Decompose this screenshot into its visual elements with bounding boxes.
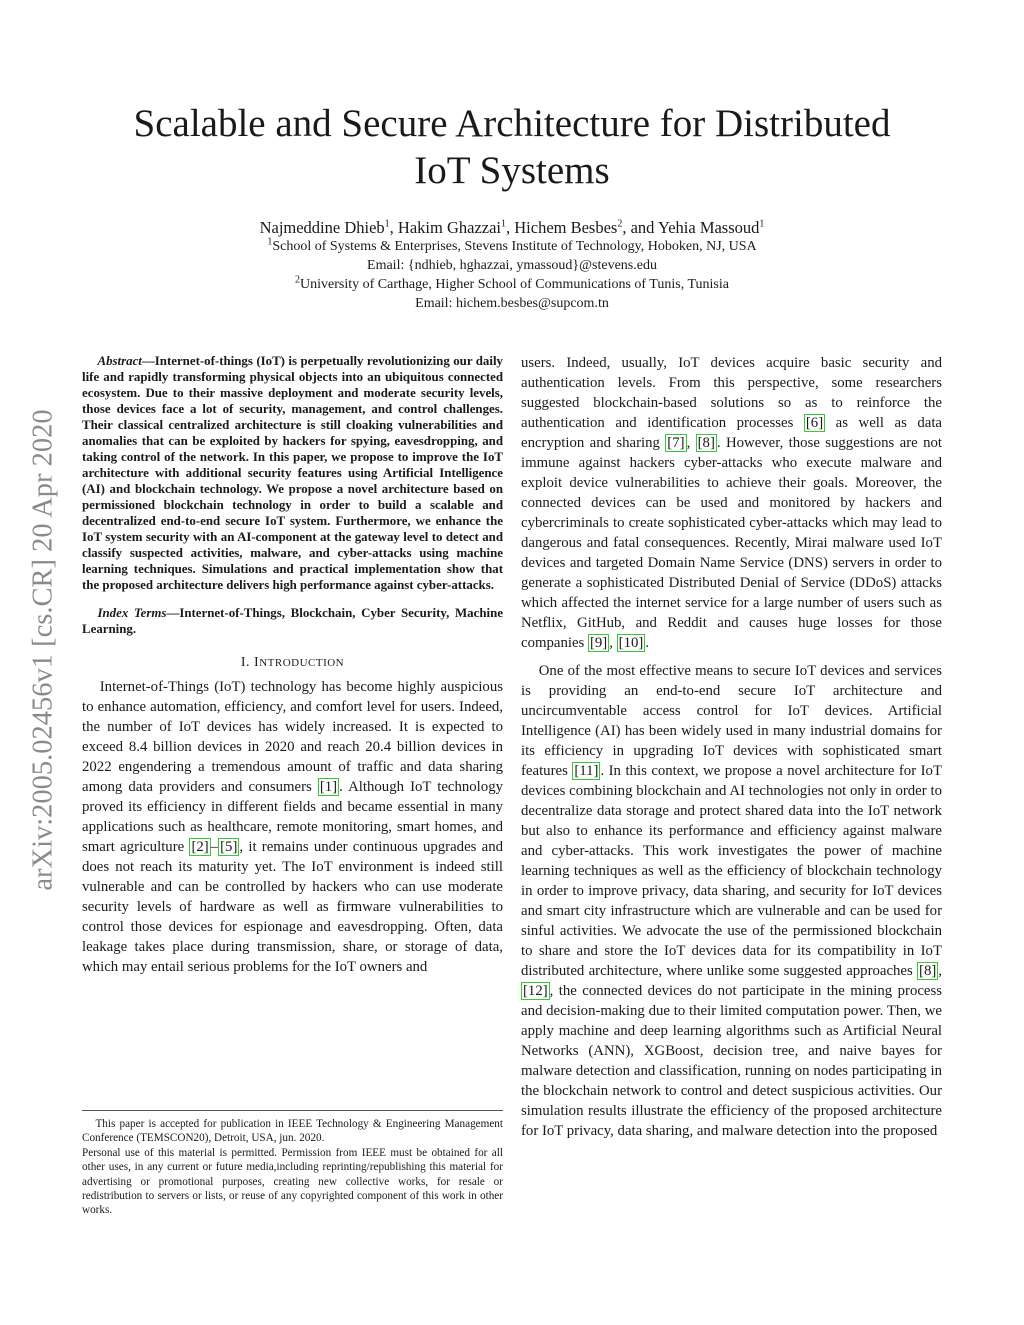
- title-line-1: Scalable and Secure Architecture for Distributed: [133, 102, 891, 145]
- paper-title: [80, 100, 944, 194]
- right-column: [521, 353, 942, 1141]
- citation-link[interactable]: [9]: [589, 635, 608, 651]
- index-terms-label: Index Terms: [97, 606, 167, 620]
- intro-paragraph-1: [82, 677, 503, 977]
- section-numeral: I. I: [240, 655, 260, 670]
- abstract: [82, 353, 503, 593]
- title-line-2: IoT Systems: [414, 149, 610, 192]
- abstract-label: Abstract: [97, 354, 142, 368]
- author-1: Najmeddine Dhieb: [259, 218, 385, 237]
- citation-separator: ,: [686, 435, 696, 451]
- right-p2-text-3: , the connected devices do not participate in the mining process and decision-making due to their limited computation power. Then, we apply machine and deep learning algorithms such as Artificial Neural Networks (ANN), XGBoost, decision tree, and naive bayes for malware detection and classification, running on nodes participating in the blockchain network to control and detect suspicious activities. Our simulation results illustrate the efficiency of the proposed architecture for IoT privacy, data sharing, and malware detection into the proposed: [521, 983, 942, 1139]
- author-block: [80, 218, 944, 313]
- citation-link[interactable]: [8]: [697, 435, 715, 451]
- right-p1-text-3: . However, those suggestions are not immune against hackers cyber-attacks who execute malware and exploit device vulnerabilities to achieve their goals. Moreover, the connected devices can be used and monitored by hackers and cybercriminals to create sophisticated cyber-attacks which may lead to dangerous and fatal consequences. Recently, Mirai malware used IoT devices and targeted Domain Name Service (DNS) servers in order to generate a sophisticated Distributed Denial of Service (DDoS) attacks which affected the internet service for a large number of users such as Netflix, GitHub, and Reddit and causes huge losses for those companies: [521, 435, 942, 651]
- citation-link[interactable]: [7]: [667, 435, 685, 451]
- citation-link[interactable]: [2]: [191, 839, 209, 855]
- citation-separator: ,: [938, 963, 942, 979]
- intro-p1-text-2: . Although IoT technology proved its efficiency in different fields and became essential in many applications such as healthcare, remote monitoring, smart homes, and smart agriculture: [82, 779, 503, 855]
- footnote-copyright: Personal use of this material is permitted. Permission from IEEE must be obtained for all other uses, in any current or future media,including reprinting/republishing this material for advertising or promotional purposes, creating new collective works, for resale or redistribution to servers or lists, or reuse of any copyrighted component of this work in other works.: [82, 1146, 503, 1217]
- abstract-text: —Internet-of-things (IoT) is perpetually revolutionizing our daily life and rapidly transforming physical objects into an ubiquitous connected ecosystem. Due to their massive deployment and moderate security levels, those devices face a lot of security, management, and control challenges. Their classical centralized architecture is still cloaking vulnerabilities and anomalies that can be exploited by hackers for spying, eavesdropping, and taking control of the network. In this paper, we propose to improve the IoT architecture with additional security features using Artificial Intelligence (AI) and blockchain technology. We propose a novel architecture based on permissioned blockchain technology in order to build a scalable and decentralized end-to-end secure IoT system. Furthermore, we enhance the IoT system security with an AI-component at the gateway level to detect and classify suspected activities, malware, and cyber-attacks using machine learning techniques. Simulations and practical implementation show that the proposed architecture delivers high performance against cyber-attacks.: [82, 354, 503, 592]
- author-2-affiliation-mark: 1: [501, 218, 506, 230]
- author-1-affiliation-mark: 1: [384, 218, 390, 230]
- author-3-affiliation-mark: 2: [617, 218, 623, 230]
- affiliation-2-mark: 2: [295, 274, 301, 286]
- author-4-affiliation-mark: 1: [759, 218, 765, 230]
- citation-range-dash: –: [210, 839, 219, 855]
- citation-link[interactable]: [1]: [319, 779, 338, 795]
- right-p2-text-1: One of the most effective means to secure IoT devices and services is providing an end-to-end secure IoT architecture and uncircumventable access control for IoT devices. Artificial Intelligence (AI) has been widely used in many industrial domains for its efficiency in upgrading IoT devices with sophisticated smart features: [521, 663, 942, 779]
- author-2: , Hakim Ghazzai: [389, 218, 501, 237]
- footnote: [82, 1110, 503, 1218]
- right-p1-text-1: users. Indeed, usually, IoT devices acquire basic security and authentication levels. From this perspective, some researchers suggested blockchain-based solutions so as to reinforce the authentication and identification processes: [521, 355, 942, 431]
- affiliation-1-mark: 1: [267, 236, 273, 248]
- section-name: NTRODUCTION: [259, 657, 345, 669]
- affiliation-2: [80, 275, 944, 294]
- citation-link[interactable]: [8]: [919, 963, 937, 979]
- affiliation-1: [80, 237, 944, 256]
- citation-link[interactable]: [5]: [220, 839, 238, 855]
- index-terms: [82, 605, 503, 637]
- author-3: , Hichem Besbes: [506, 218, 618, 237]
- intro-p1-text-3: , it remains under continuous upgrades and does not reach its maturity yet. The IoT environment is indeed still vulnerable and can be controlled by hackers who can use moderate security levels of hardware as well as firmware vulnerabilities to control those devices for espionage and eavesdropping. Often, data leakage takes place during transmission, share, or storage of data, which may entail serious problems for the IoT owners and: [82, 839, 504, 975]
- author-4: , and Yehia Massoud: [622, 218, 760, 237]
- citation-separator: ,: [609, 635, 617, 651]
- affiliation-1-text: School of Systems & Enterprises, Stevens Institute of Technology, Hoboken, NJ, USA: [272, 239, 757, 254]
- affiliation-2-text: University of Carthage, Higher School of Communications of Tunis, Tunisia: [300, 277, 729, 292]
- left-column: [82, 353, 503, 977]
- citation-link[interactable]: [12]: [523, 983, 548, 999]
- right-paragraph-1: [521, 353, 942, 653]
- right-paragraph-2: [521, 661, 942, 1141]
- intro-p1-text-1: Internet-of-Things (IoT) technology has become highly auspicious to enhance automation, efficiency, and comfort level for users. Indeed, the number of IoT devices has widely increased. It is expected to exceed 8.4 billion devices in 2020 and reach 20.4 billion devices in 2022 engendering a tremendous amount of traffic and data sharing among data providers and consumers: [82, 679, 503, 795]
- author-names: [80, 218, 944, 237]
- index-terms-text: —Internet-of-Things, Blockchain, Cyber Security, Machine Learning.: [82, 606, 503, 636]
- citation-link[interactable]: [10]: [618, 635, 644, 651]
- citation-link[interactable]: [6]: [805, 415, 824, 431]
- right-p1-text-2: as well as data encryption and sharing: [521, 415, 942, 451]
- email-1: Email: {ndhieb, hghazzai, ymassoud}@stevens.edu: [367, 258, 657, 273]
- section-heading-introduction: [82, 653, 503, 673]
- footnote-publication: This paper is accepted for publication in IEEE Technology & Engineering Management Conference (TEMSCON20), Detroit, USA, jun. 2020.: [82, 1118, 503, 1145]
- email-2: Email: hichem.besbes@supcom.tn: [415, 296, 609, 311]
- arxiv-identifier-text: arXiv:2005.02456v1 [cs.CR] 20 Apr 2020: [28, 409, 59, 891]
- right-p2-text-2: . In this context, we propose a novel architecture for IoT devices combining blockchain and AI technologies not only in order to decentralize data storage and protect shared data into the IoT network but also to enhance its performance and efficiency against malware and cyber-attacks. This work investigates the power of machine learning techniques as well as the efficiency of blockchain technology in order to improve privacy, data sharing, and security for IoT devices and smart city infrastructure which are vulnerable and can be used for sinful activities. We advocate the use of the permissioned blockchain to share and store the IoT devices data for its compatibility in IoT distributed architecture, where unlike some suggested approaches: [521, 763, 942, 979]
- arxiv-identifier: [22, 350, 66, 950]
- citation-link[interactable]: [11]: [574, 763, 599, 779]
- right-p1-text-4: .: [645, 635, 650, 651]
